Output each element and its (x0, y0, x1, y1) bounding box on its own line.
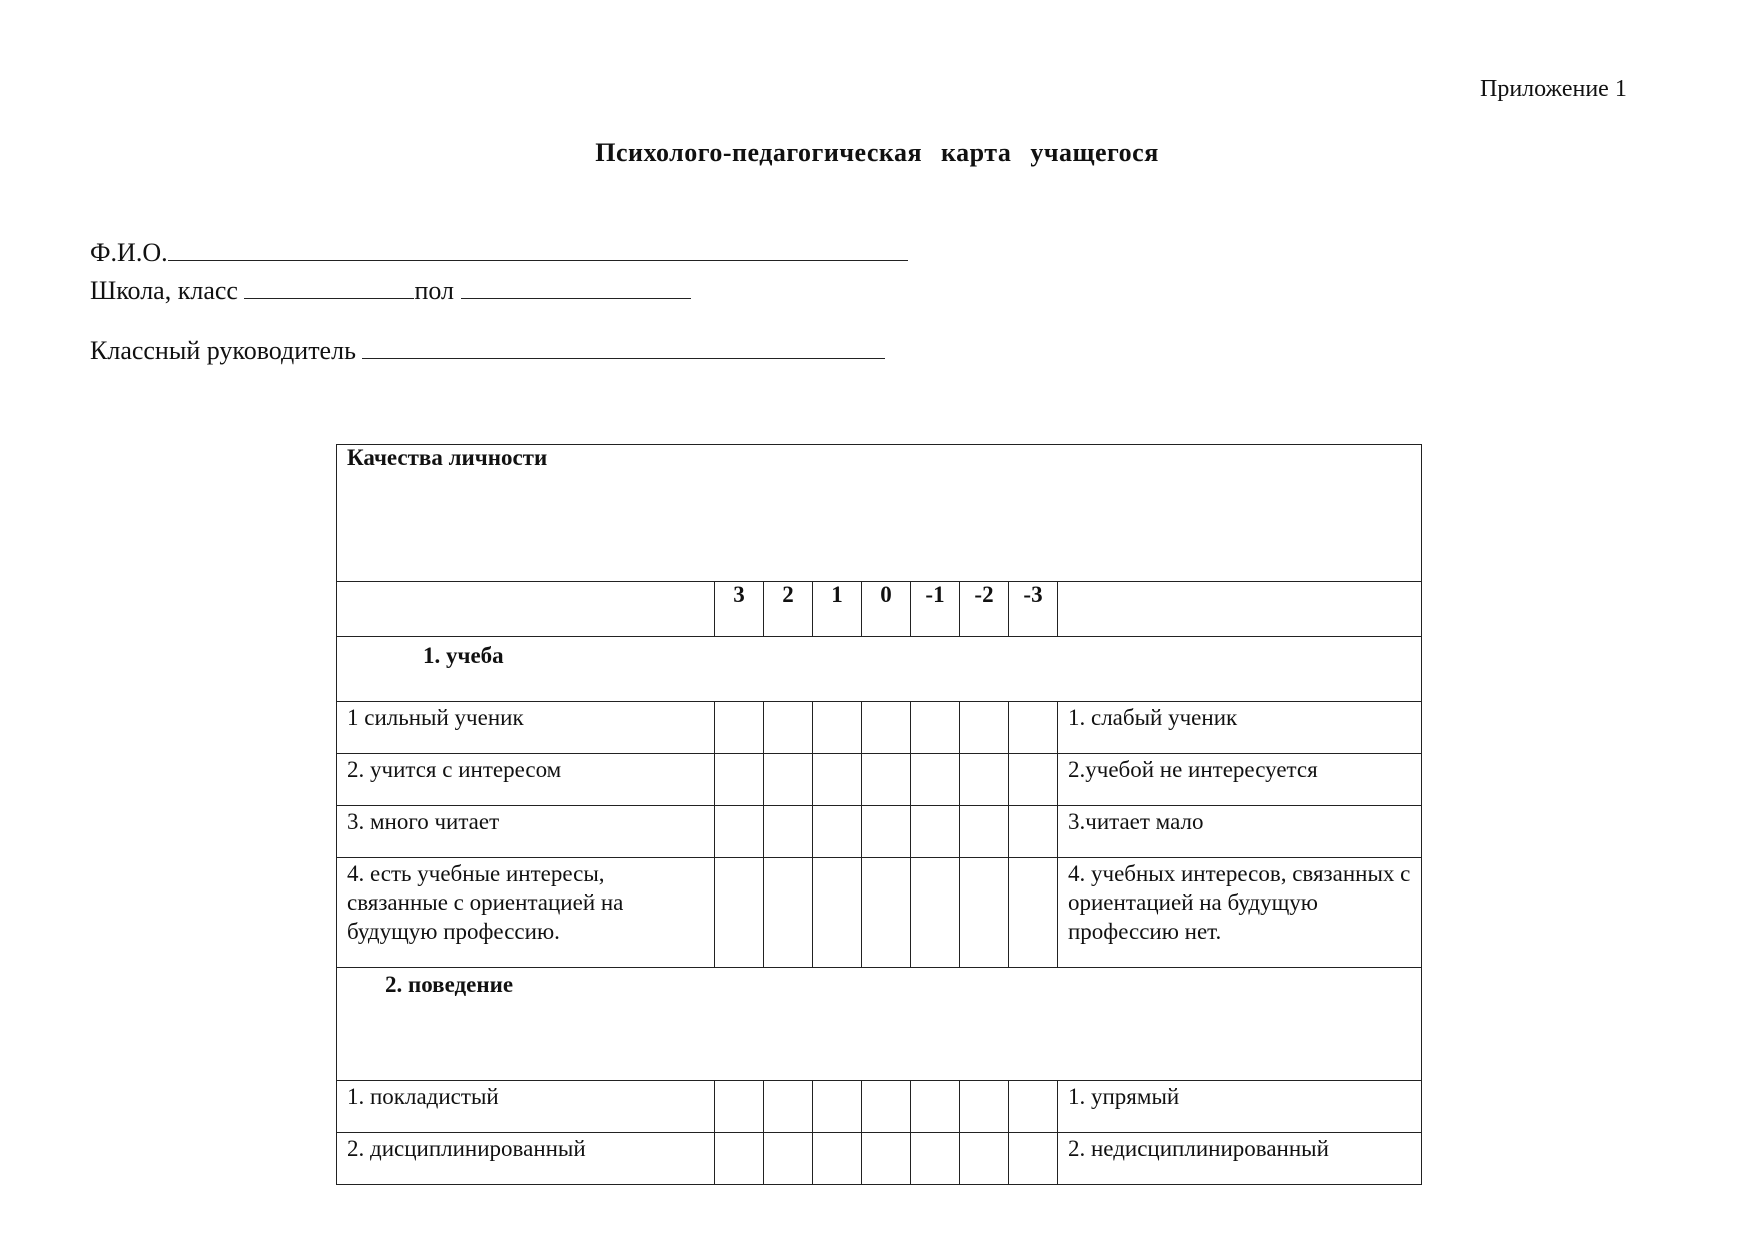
rating-cell[interactable] (715, 806, 764, 858)
rating-cell[interactable] (764, 702, 813, 754)
table-row (337, 858, 1422, 968)
rating-cell[interactable] (813, 806, 862, 858)
rating-cell[interactable] (960, 1081, 1009, 1133)
scale-blank-cell (337, 582, 715, 637)
scale-value: -3 (1009, 582, 1058, 637)
rating-cell[interactable] (862, 754, 911, 806)
scale-value: -1 (911, 582, 960, 637)
negative-quality: 3.читает мало (1058, 806, 1422, 858)
section-title-study: 1. учеба (337, 637, 1422, 702)
title-word: карта (941, 138, 1012, 167)
table-row (337, 702, 1422, 754)
rating-cell[interactable] (862, 858, 911, 968)
rating-cell[interactable] (911, 858, 960, 968)
fio-label: Ф.И.О. (90, 238, 168, 267)
school-label: Школа, класс (90, 276, 238, 305)
gender-input-line[interactable] (461, 274, 691, 299)
rating-cell[interactable] (715, 702, 764, 754)
rating-cell[interactable] (862, 1081, 911, 1133)
rating-cell[interactable] (1009, 858, 1058, 968)
positive-quality: 2. дисциплинированный (337, 1133, 715, 1185)
page-title (0, 138, 1754, 168)
rating-cell[interactable] (1009, 806, 1058, 858)
rating-cell[interactable] (911, 1081, 960, 1133)
table-row (337, 1133, 1422, 1185)
rating-cell[interactable] (715, 1081, 764, 1133)
section-title-behavior: 2. поведение (337, 968, 1422, 1081)
table-row (337, 754, 1422, 806)
personality-card-table (336, 444, 1422, 1185)
rating-cell[interactable] (911, 754, 960, 806)
positive-quality: 4. есть учебные интересы, связанные с ориентацией на будущую профессию. (337, 858, 715, 968)
teacher-label: Классный руководитель (90, 336, 356, 365)
rating-cell[interactable] (1009, 1081, 1058, 1133)
positive-quality: 1 сильный ученик (337, 702, 715, 754)
rating-cell[interactable] (813, 1081, 862, 1133)
scale-row (337, 582, 1422, 637)
rating-cell[interactable] (960, 754, 1009, 806)
rating-cell[interactable] (1009, 1133, 1058, 1185)
teacher-input-line[interactable] (362, 334, 885, 359)
negative-quality: 1. упрямый (1058, 1081, 1422, 1133)
rating-cell[interactable] (764, 858, 813, 968)
positive-quality: 1. покладистый (337, 1081, 715, 1133)
rating-cell[interactable] (960, 702, 1009, 754)
rating-cell[interactable] (764, 1081, 813, 1133)
scale-value: 0 (862, 582, 911, 637)
rating-cell[interactable] (764, 1133, 813, 1185)
rating-cell[interactable] (862, 806, 911, 858)
table-header-row (337, 445, 1422, 582)
rating-cell[interactable] (960, 1133, 1009, 1185)
teacher-field (90, 334, 885, 366)
gender-label: пол (414, 276, 454, 305)
negative-quality: 4. учебных интересов, связанных с ориентацией на будущую профессию нет. (1058, 858, 1422, 968)
rating-cell[interactable] (715, 858, 764, 968)
title-word: Психолого-педагогическая (595, 138, 923, 167)
rating-cell[interactable] (764, 754, 813, 806)
fio-input-line[interactable] (168, 236, 908, 261)
rating-cell[interactable] (911, 806, 960, 858)
scale-value: 2 (764, 582, 813, 637)
rating-cell[interactable] (715, 1133, 764, 1185)
rating-cell[interactable] (813, 754, 862, 806)
section-row-study (337, 637, 1422, 702)
negative-quality: 2. недисциплинированный (1058, 1133, 1422, 1185)
negative-quality: 1. слабый ученик (1058, 702, 1422, 754)
rating-cell[interactable] (911, 1133, 960, 1185)
positive-quality: 2. учится с интересом (337, 754, 715, 806)
table-row (337, 1081, 1422, 1133)
fio-field (90, 236, 908, 268)
rating-cell[interactable] (911, 702, 960, 754)
positive-quality: 3. много читает (337, 806, 715, 858)
rating-cell[interactable] (813, 858, 862, 968)
rating-cell[interactable] (862, 702, 911, 754)
school-input-line[interactable] (244, 274, 414, 299)
rating-cell[interactable] (813, 702, 862, 754)
scale-value: 1 (813, 582, 862, 637)
qualities-header: Качества личности (337, 445, 1422, 582)
scale-value: 3 (715, 582, 764, 637)
scale-blank-cell (1058, 582, 1422, 637)
section-row-behavior (337, 968, 1422, 1081)
rating-cell[interactable] (960, 806, 1009, 858)
rating-cell[interactable] (960, 858, 1009, 968)
rating-cell[interactable] (764, 806, 813, 858)
rating-cell[interactable] (715, 754, 764, 806)
table-row (337, 806, 1422, 858)
school-class-field (90, 274, 691, 306)
rating-cell[interactable] (813, 1133, 862, 1185)
scale-value: -2 (960, 582, 1009, 637)
negative-quality: 2.учебой не интересуется (1058, 754, 1422, 806)
rating-cell[interactable] (1009, 702, 1058, 754)
title-word: учащегося (1030, 138, 1159, 167)
rating-cell[interactable] (1009, 754, 1058, 806)
rating-cell[interactable] (862, 1133, 911, 1185)
appendix-label: Приложение 1 (1480, 76, 1627, 102)
